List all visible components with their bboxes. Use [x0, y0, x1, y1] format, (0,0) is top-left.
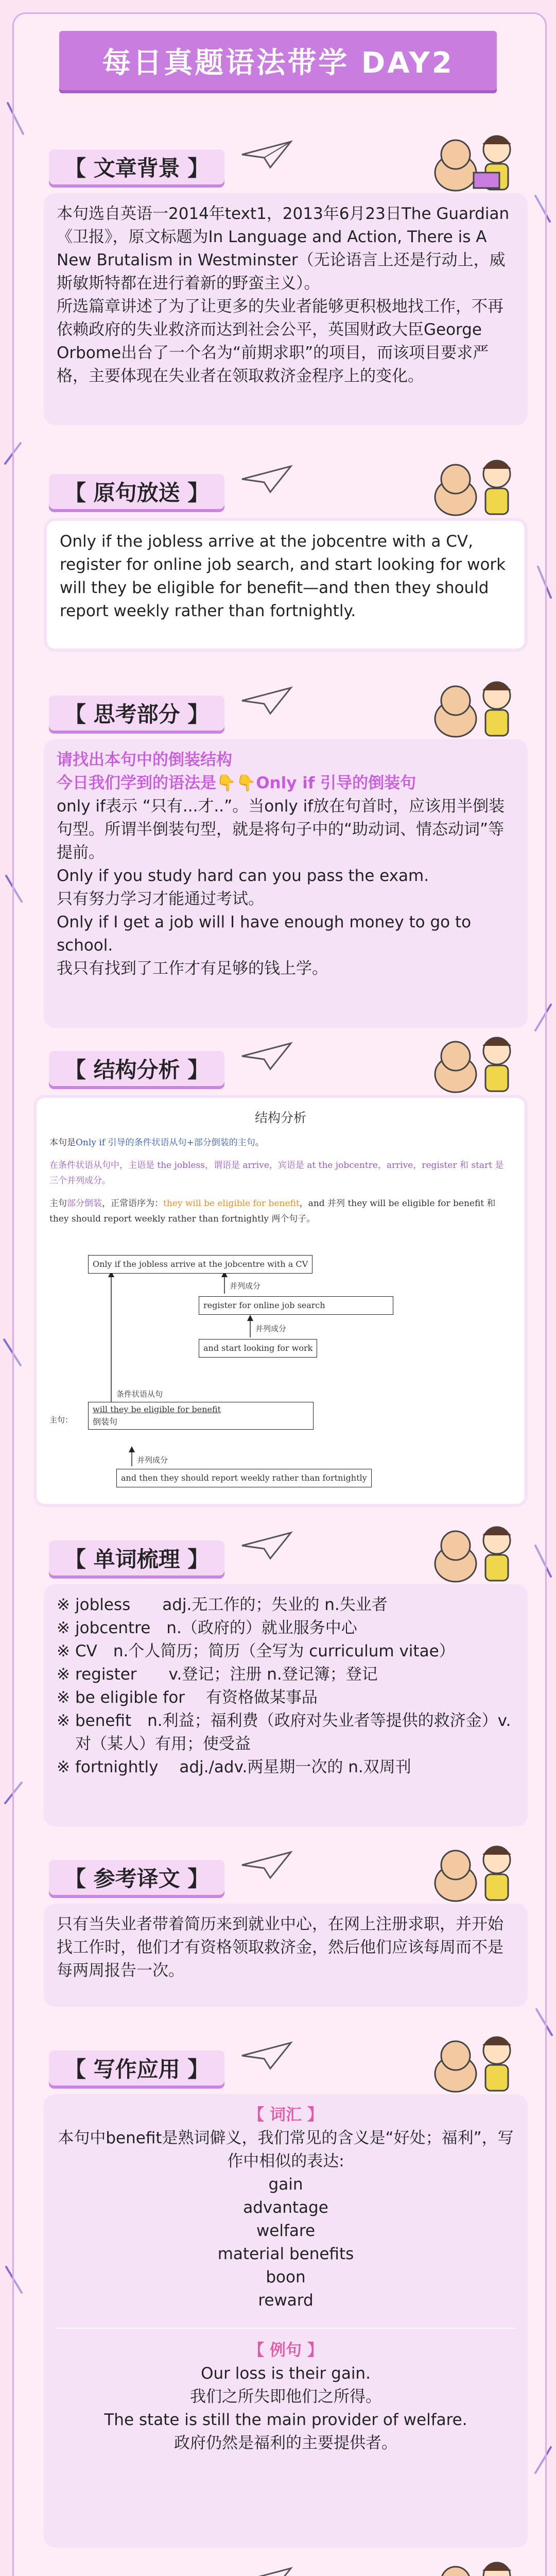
paper-plane-icon	[239, 1041, 296, 1072]
analysis-paragraph-2: 在条件状语从句中，主语是 the jobless，谓语是 arrive，宾语是 at the jobcentre，arrive，register 和 start 是三个并列成分。	[49, 1160, 504, 1186]
cat-and-reader-illustration	[425, 124, 523, 196]
cat-and-reader-illustration	[425, 1834, 523, 1906]
example-line: Our loss is their gain.	[201, 2364, 371, 2383]
diagram-box-register: register for online job search	[199, 1296, 393, 1315]
synonym: advantage	[243, 2198, 328, 2217]
section-background	[23, 124, 533, 425]
diagram-label-parallel: 并列成分	[137, 1455, 168, 1465]
thinking-line: Only if I get a job will I have enough money to go to school.	[57, 913, 472, 955]
thinking-line: 我只有找到了工作才有足够的钱上学。	[57, 959, 328, 978]
background-paragraph-2: 所选篇章讲述了为了让更多的失业者能够更积极地找工作，不再依赖政府的失业救济而达到社会公平，英国财政大臣George Orbome出台了一个名为“前期求职”的项目，而该项目要求严格，主要体现在失业者在领取救济金程序上的变化。	[57, 297, 503, 385]
cat-and-reader-illustration	[425, 2550, 523, 2576]
paper-plane-icon	[239, 2566, 296, 2576]
analysis-paragraph-1: 本句是Only if 引导的条件状语从句+部分倒装的主句。	[49, 1138, 264, 1148]
vocab-item: ※ register v.登记；注册 n.登记簿；登记	[57, 1665, 378, 1684]
page-title-banner	[59, 31, 497, 90]
thinking-question: 请找出本句中的倒装结构	[57, 751, 232, 769]
section-thinking	[23, 670, 533, 1028]
synonym: gain	[268, 2175, 303, 2194]
section-title: 【 单词梳理 】	[49, 1540, 224, 1575]
section-title: 【 参考译文 】	[49, 1860, 224, 1895]
diagram-label-parallel: 并列成分	[255, 1324, 287, 1333]
thinking-card	[44, 739, 528, 1028]
synonym: boon	[266, 2268, 306, 2286]
vocab-item: ※ jobcentre n.（政府的）就业服务中心	[57, 1619, 357, 1637]
writing-card	[44, 2094, 528, 2548]
diagram-box-start: and start looking for work	[199, 1339, 317, 1358]
cat-and-reader-illustration	[425, 448, 523, 520]
section-title: 【 原句放送 】	[49, 474, 224, 509]
vocab-card	[44, 1584, 528, 1826]
diagram-box-then-clause: and then they should report weekly rather than fortnightly	[116, 1469, 372, 1487]
writing-intro: 本句中benefit是熟词僻义，我们常见的含义是“好处；福利”，写作中相似的表达:	[58, 2129, 514, 2171]
example-subtitle: 【 例句 】	[248, 2341, 323, 2360]
paper-plane-icon	[239, 139, 296, 170]
section-translation	[23, 1834, 533, 2007]
analysis-figure	[33, 1095, 528, 1507]
diagram-label-main-clause: 主句：	[49, 1415, 73, 1425]
analysis-figure-title: 结构分析	[254, 1110, 306, 1125]
translation-card	[44, 1904, 528, 2007]
cat-and-reader-illustration	[425, 1515, 523, 1587]
diagram-box-inversion: will they be eligible for benefit 倒装句	[88, 1402, 314, 1430]
paper-plane-icon	[239, 1530, 296, 1561]
thinking-line: 只有努力学习才能通过考试。	[57, 890, 264, 908]
page-title: 每日真题语法带学 DAY2	[102, 46, 454, 80]
original-sentence-card	[44, 518, 528, 652]
section-title: 【 思考部分 】	[49, 696, 224, 731]
section-title: 【 结构分析 】	[49, 1051, 224, 1086]
synonym: material benefits	[217, 2245, 354, 2263]
thinking-line: only if表示 “只有...才..”。当only if放在句首时，应该用半倒装句型。所谓半倒装句型，就是将句子中的“助动词、情态动词”等提前。	[57, 797, 505, 862]
translation-text: 只有当失业者带着简历来到就业中心，在网上注册求职，并开始找工作时，他们才有资格领取救济金，然后他们应该每周而不是每两周报告一次。	[57, 1915, 503, 1980]
section-title: 【 写作应用 】	[49, 2050, 224, 2086]
original-sentence: Only if the jobless arrive at the jobcentre with a CV, register for online job search, and start looking for work will they be eligible for benefit—and then they should report weekly rather than fortnightly.	[60, 532, 506, 620]
section-analysis	[23, 1025, 533, 1507]
vocab-subtitle: 【 词汇 】	[248, 2106, 323, 2124]
synonym: reward	[258, 2291, 314, 2310]
paper-plane-icon	[239, 2040, 296, 2071]
vocab-item: ※ benefit n.利益；福利费（政府对失业者等提供的救济金）v.对（某人）有用；使受益	[57, 1711, 511, 1753]
cat-and-reader-illustration	[425, 2025, 523, 2097]
vocab-item: ※ jobless adj.无工作的；失业的 n.失业者	[57, 1596, 388, 1614]
synonym: welfare	[256, 2222, 316, 2240]
example-line: 我们之所失即他们之所得。	[190, 2387, 381, 2406]
example-line: 政府仍然是福利的主要提供者。	[174, 2434, 397, 2452]
sentence-structure-diagram	[49, 1237, 512, 1505]
section-original	[23, 448, 533, 652]
section-vocab	[23, 1515, 533, 1826]
thinking-line: Only if you study hard can you pass the exam.	[57, 867, 429, 885]
section-writing	[23, 2025, 533, 2548]
background-card	[44, 193, 528, 425]
grammar-topic: 今日我们学到的语法是👇👇Only if 引导的倒装句	[57, 774, 416, 792]
diagram-label-condition-clause: 条件状语从句	[116, 1389, 163, 1399]
divider	[57, 2328, 515, 2329]
section-difficulty	[23, 2550, 533, 2576]
background-paragraph-1: 本句选自英语一2014年text1，2013年6月23日The Guardian《卫报》，原文标题为In Language and Action, There is A New Brutalism in Westminster（无论语言上还是行动上，威斯敏斯特都在进行着新的野蛮主义）。	[57, 205, 510, 293]
vocab-item: ※ CV n.个人简历；简历（全写为 curriculum vitae）	[57, 1642, 455, 1660]
vocab-item: ※ be eligible for 有资格做某事品	[57, 1688, 318, 1707]
vocab-item: ※ fortnightly adj./adv.两星期一次的 n.双周刊	[57, 1758, 411, 1776]
paper-plane-icon	[239, 464, 296, 495]
paper-plane-icon	[239, 1850, 296, 1880]
diagram-label-parallel: 并列成分	[230, 1281, 261, 1291]
cat-and-reader-illustration	[425, 1025, 523, 1097]
diagram-connectors	[49, 1237, 513, 1505]
analysis-paragraph-3: 主句部分倒装，正常语序为：they will be eligible for benefit，and 并列 they will be eligible for benefit 和 they should report weekly rather than fortnightly 两个句子。	[49, 1198, 496, 1224]
example-line: The state is still the main provider of welfare.	[104, 2411, 467, 2429]
section-title: 【 文章背景 】	[49, 149, 224, 184]
cat-and-reader-illustration	[425, 670, 523, 742]
paper-plane-icon	[239, 685, 296, 716]
diagram-box-condition: Only if the jobless arrive at the jobcentre with a CV	[88, 1255, 312, 1274]
